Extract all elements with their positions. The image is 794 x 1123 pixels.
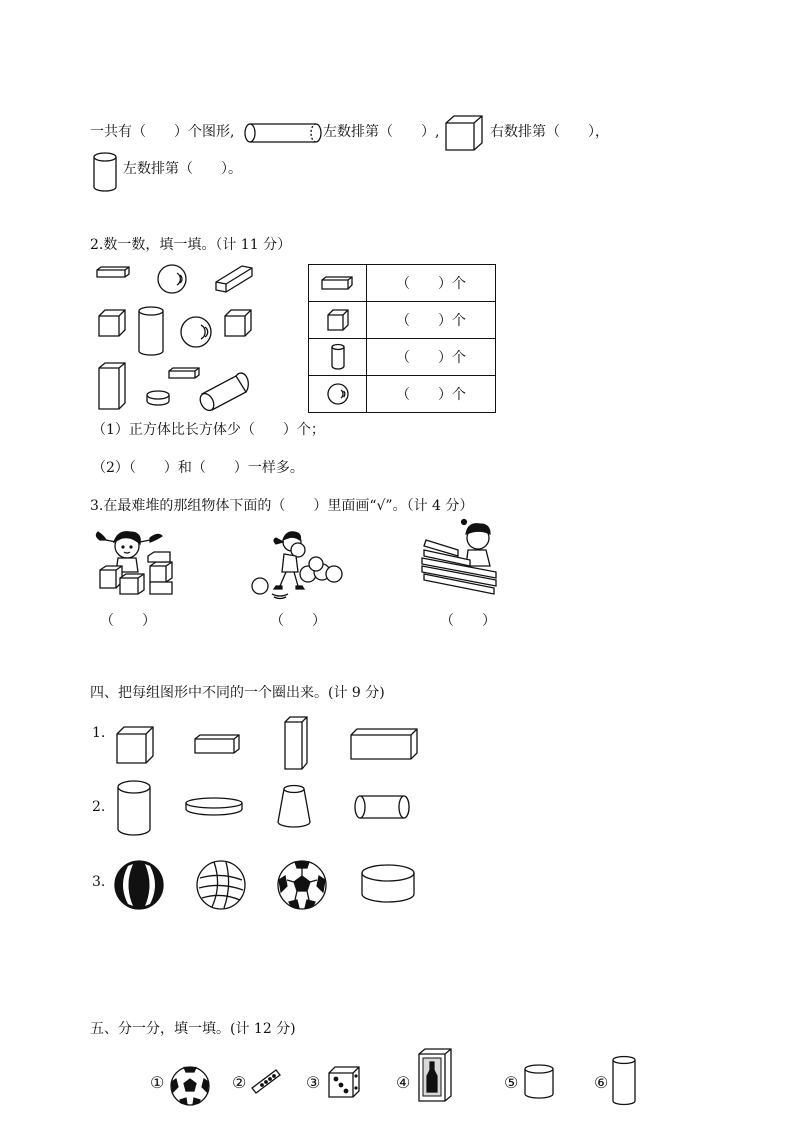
long-cuboid-icon <box>350 728 418 760</box>
cylinder-icon <box>137 305 165 357</box>
question-2: （2）（ ）和（ ）一样多。 <box>92 460 304 476</box>
question-1: （1）正方体比长方体少（ ）个； <box>92 422 325 438</box>
boy-stacking-boards-illustration <box>420 516 500 596</box>
table-row <box>309 376 496 413</box>
cube-icon <box>224 309 252 337</box>
count-blank[interactable]: （ ）个 <box>367 376 496 413</box>
cup-cylinder-icon <box>524 1064 554 1100</box>
tall-cylinder-icon <box>612 1056 636 1106</box>
flat-cuboid-icon <box>96 266 130 278</box>
item-number-4: ④ <box>396 1073 411 1092</box>
table-row <box>309 302 496 339</box>
cylinder-icon <box>331 344 345 370</box>
girl-stacking-balls-illustration <box>250 528 345 600</box>
long-cuboid-icon <box>214 264 254 294</box>
soccer-ball-icon <box>277 860 327 910</box>
sentence-left-position-2: 左数排第（ ）。 <box>123 161 242 177</box>
count-blank[interactable]: （ ）个 <box>367 339 496 376</box>
frustum-icon <box>276 784 312 828</box>
table-row <box>309 339 496 376</box>
sphere-icon <box>179 315 213 349</box>
cube-icon <box>327 309 349 331</box>
horizontal-cylinder-icon <box>354 794 410 820</box>
volleyball-icon <box>196 860 246 910</box>
cuboid-icon <box>321 276 353 290</box>
tall-cuboid-icon <box>98 362 126 410</box>
dice-icon <box>328 1066 360 1098</box>
answer-box-3[interactable]: （ ） <box>440 613 496 629</box>
item-number-5: ⑤ <box>504 1073 519 1092</box>
cube-icon <box>116 726 154 764</box>
tilted-cylinder-icon <box>196 372 250 412</box>
count-blank[interactable]: （ ）个 <box>367 302 496 339</box>
row-label-2: 2. <box>92 799 106 815</box>
horizontal-cylinder-icon <box>244 120 322 146</box>
sentence-count-shapes: 一共有（ ）个图形, <box>90 124 235 140</box>
section-5-title: 五、分一分，填一填。(计 12 分) <box>90 1021 296 1037</box>
sphere-icon <box>327 383 349 405</box>
flat-disc-icon <box>184 797 244 817</box>
tall-cuboid-icon <box>284 716 308 770</box>
count-blank[interactable]: （ ）个 <box>367 265 496 302</box>
cylinder-icon <box>92 151 118 193</box>
section-4-title: 四、把每组图形中不同的一个圈出来。(计 9 分) <box>90 685 385 701</box>
item-number-2: ② <box>232 1073 247 1092</box>
soccer-ball-icon <box>170 1066 210 1106</box>
sphere-icon <box>156 263 188 295</box>
answer-box-2[interactable]: （ ） <box>270 613 326 629</box>
item-number-1: ① <box>150 1073 165 1092</box>
row-label-1: 1. <box>92 725 106 741</box>
item-number-6: ⑥ <box>594 1073 609 1092</box>
cylinder-icon <box>116 780 152 836</box>
short-cylinder-icon <box>360 864 416 904</box>
cube-icon <box>98 309 126 337</box>
section-2-title: 2.数一数，填一填。（计 11 分） <box>90 237 292 253</box>
row-label-3: 3. <box>92 874 106 890</box>
sentence-left-position: 左数排第（ ）, <box>323 124 440 140</box>
striped-ball-icon <box>114 860 164 910</box>
counting-table <box>308 264 496 413</box>
cube-icon <box>444 114 484 152</box>
girl-stacking-cubes-illustration <box>92 528 182 596</box>
sentence-right-position: 右数排第（ ）， <box>490 124 609 140</box>
answer-box-1[interactable]: （ ） <box>100 613 156 629</box>
table-row <box>309 265 496 302</box>
section-3-title: 3.在最难堆的那组物体下面的（ ）里面画“√”。（计 4 分） <box>90 498 474 514</box>
flat-disc-icon <box>146 390 170 406</box>
flute-icon <box>250 1068 282 1094</box>
flat-cuboid-icon <box>194 734 240 754</box>
item-number-3: ③ <box>306 1073 321 1092</box>
wine-box-icon <box>418 1048 452 1102</box>
